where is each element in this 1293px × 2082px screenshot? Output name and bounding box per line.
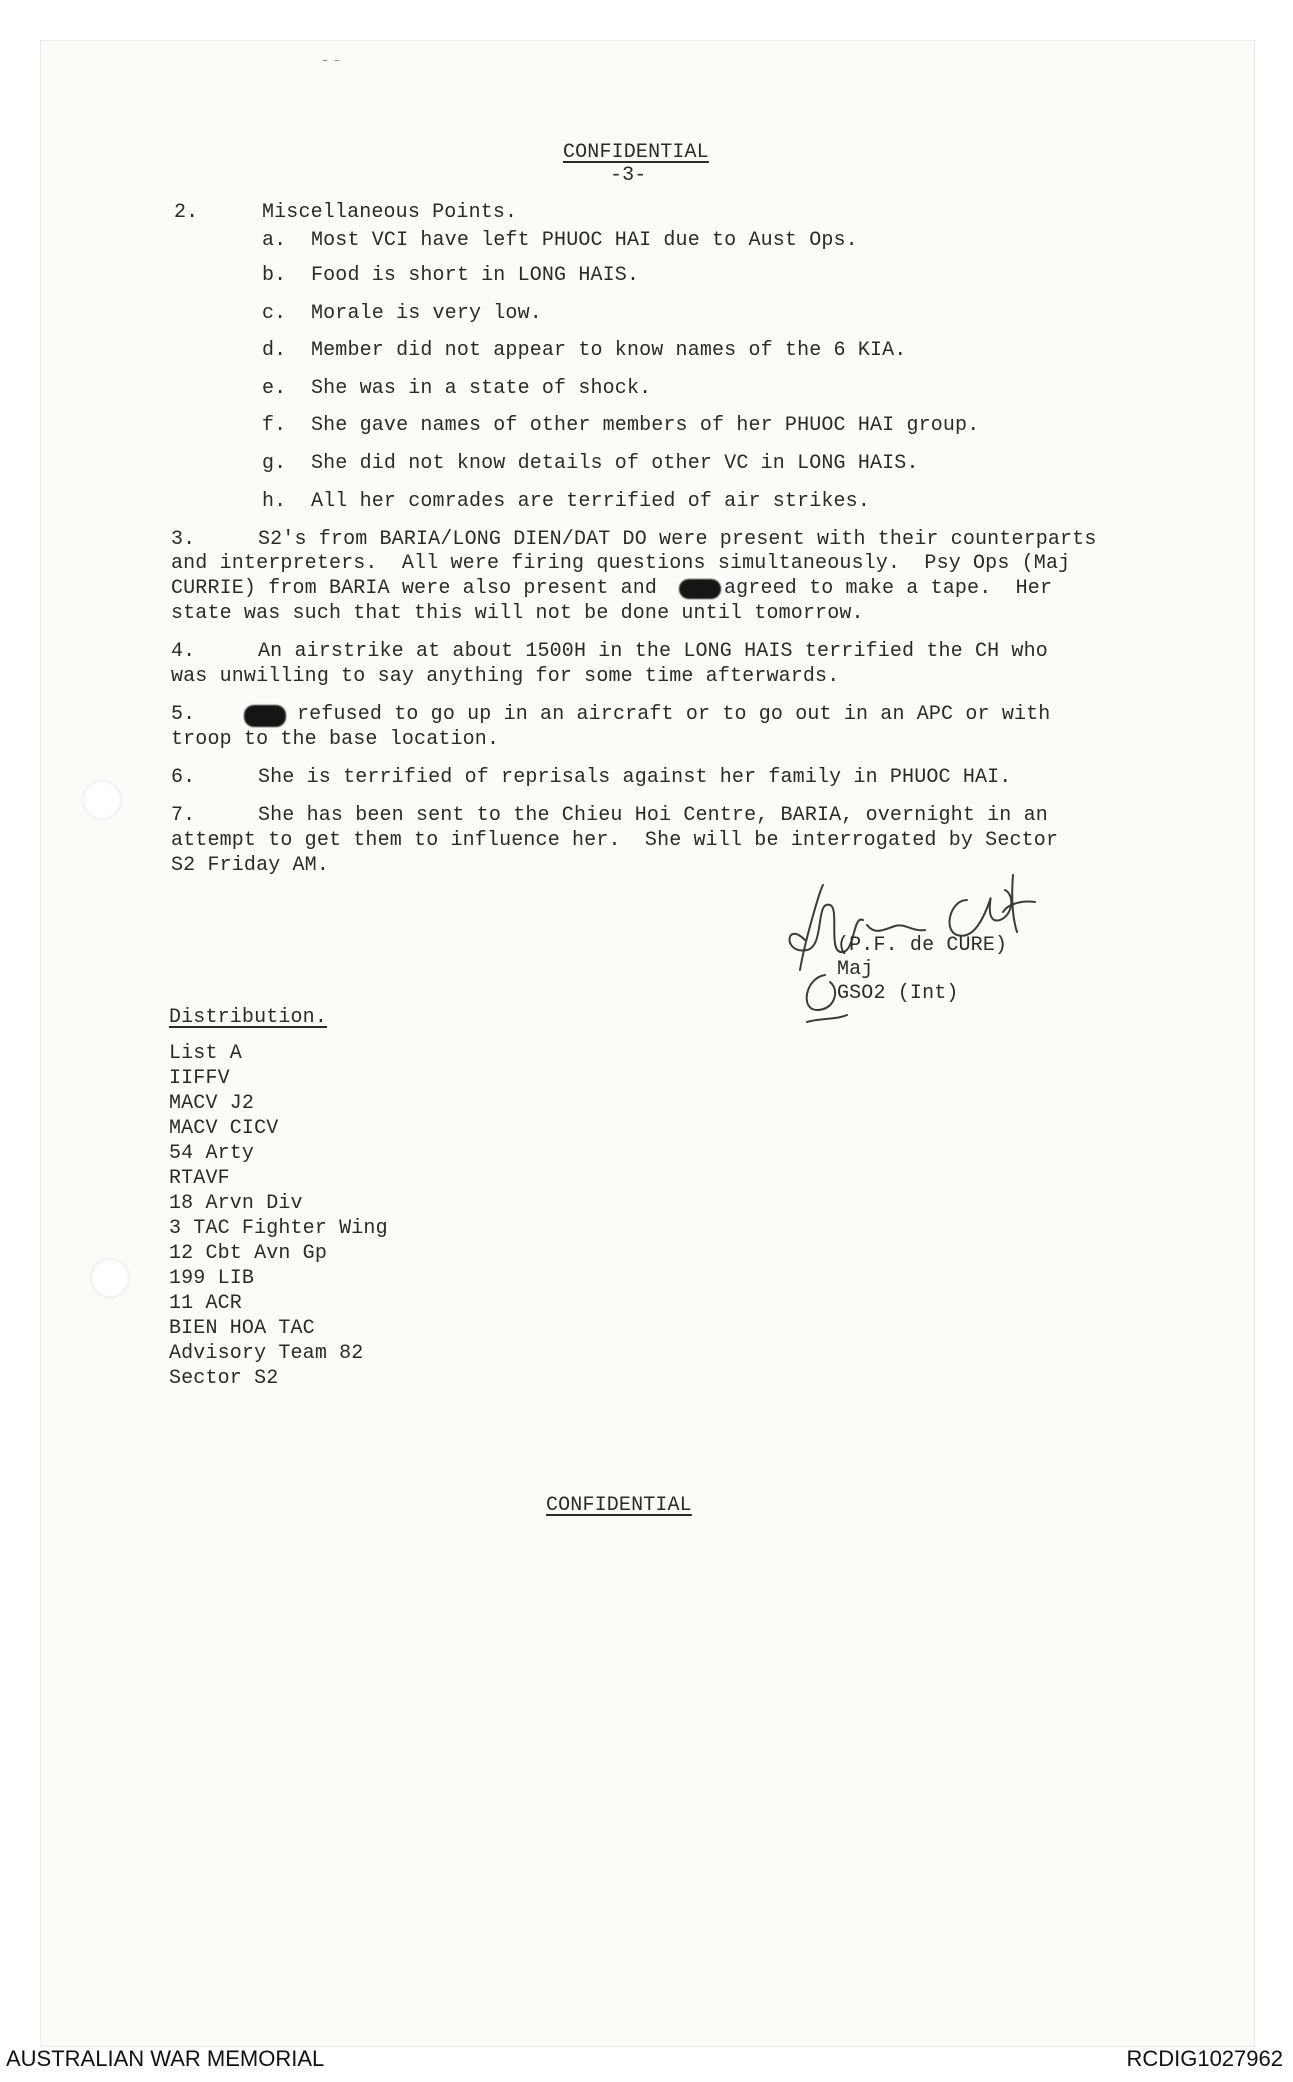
archive-reference-id: RCDIG1027962 bbox=[1126, 2046, 1283, 2071]
point-text: She was in a state of shock. bbox=[311, 377, 652, 400]
list-item: Advisory Team 82 bbox=[169, 1342, 364, 1365]
list-item: 18 Arvn Div bbox=[169, 1192, 303, 1215]
item-5-number: 5. bbox=[171, 703, 196, 726]
archive-source-label: AUSTRALIAN WAR MEMORIAL bbox=[6, 2046, 325, 2071]
point-text: She did not know details of other VC in LONG HAIS. bbox=[311, 452, 919, 475]
point-letter: a. bbox=[262, 229, 287, 252]
list-item: BIEN HOA TAC bbox=[169, 1317, 315, 1340]
redaction-mark bbox=[244, 705, 286, 727]
redaction-mark bbox=[679, 579, 721, 599]
page-number: -3- bbox=[610, 164, 647, 187]
list-item: RTAVF bbox=[169, 1167, 230, 1190]
item-3-line: and interpreters. All were firing questions simultaneously. Psy Ops (Maj bbox=[171, 552, 1071, 575]
point-text: Most VCI have left PHUOC HAI due to Aust Ops. bbox=[311, 229, 858, 252]
point-text: Morale is very low. bbox=[311, 302, 542, 325]
item-3-line: S2's from BARIA/LONG DIEN/DAT DO were present with their counterparts bbox=[258, 528, 1097, 551]
item-6-number: 6. bbox=[171, 766, 196, 789]
item-7-line: S2 Friday AM. bbox=[171, 854, 329, 877]
item-3-line: CURRIE) from BARIA were also present and bbox=[171, 577, 658, 600]
point-letter: h. bbox=[262, 490, 287, 513]
point-text: Food is short in LONG HAIS. bbox=[311, 264, 640, 287]
item-6-line: She is terrified of reprisals against her family in PHUOC HAI. bbox=[258, 766, 1012, 789]
item-2-title: Miscellaneous Points. bbox=[262, 201, 518, 224]
classification-header: CONFIDENTIAL bbox=[563, 141, 709, 164]
point-text: She gave names of other members of her PHUOC HAI group. bbox=[311, 414, 980, 437]
list-item: MACV J2 bbox=[169, 1092, 255, 1115]
signatory-appointment: GSO2 (Int) bbox=[837, 982, 959, 1005]
point-text: Member did not appear to know names of the 6 KIA. bbox=[311, 339, 907, 362]
list-item: 11 ACR bbox=[169, 1292, 242, 1315]
item-4-line: was unwilling to say anything for some time afterwards. bbox=[171, 665, 840, 688]
list-item: IIFFV bbox=[169, 1067, 230, 1090]
point-letter: g. bbox=[262, 452, 287, 475]
list-item: MACV CICV bbox=[169, 1117, 279, 1140]
point-letter: d. bbox=[262, 339, 287, 362]
item-4-line: An airstrike at about 1500H in the LONG HAIS terrified the CH who bbox=[258, 640, 1048, 663]
point-letter: b. bbox=[262, 264, 287, 287]
item-7-line: She has been sent to the Chieu Hoi Centre, BARIA, overnight in an bbox=[258, 804, 1048, 827]
signatory-name: (P.F. de CURE) bbox=[837, 934, 1008, 957]
item-3-line: state was such that this will not be done until tomorrow. bbox=[171, 602, 864, 625]
punch-hole bbox=[82, 780, 122, 820]
signatory-rank: Maj bbox=[837, 958, 874, 981]
scan-mark: ‒ ‒ bbox=[322, 56, 341, 67]
item-5-line: troop to the base location. bbox=[171, 728, 500, 751]
list-item: Sector S2 bbox=[169, 1367, 279, 1390]
item-3-number: 3. bbox=[171, 528, 196, 551]
list-item: 54 Arty bbox=[169, 1142, 255, 1165]
list-item: 3 TAC Fighter Wing bbox=[169, 1217, 388, 1240]
list-item: 199 LIB bbox=[169, 1267, 255, 1290]
item-3-line: agreed to make a tape. Her bbox=[724, 577, 1053, 600]
distribution-title: Distribution. bbox=[169, 1006, 327, 1029]
item-5-line: refused to go up in an aircraft or to go out in an APC or with bbox=[297, 703, 1051, 726]
item-7-line: attempt to get them to influence her. She will be interrogated by Sector bbox=[171, 829, 1059, 852]
point-letter: e. bbox=[262, 377, 287, 400]
list-item: List A bbox=[169, 1042, 242, 1065]
point-letter: f. bbox=[262, 414, 287, 437]
item-4-number: 4. bbox=[171, 640, 196, 663]
point-text: All her comrades are terrified of air strikes. bbox=[311, 490, 870, 513]
list-item: 12 Cbt Avn Gp bbox=[169, 1242, 327, 1265]
point-letter: c. bbox=[262, 302, 287, 325]
punch-hole bbox=[90, 1258, 130, 1298]
item-2-number: 2. bbox=[174, 201, 199, 224]
item-7-number: 7. bbox=[171, 804, 196, 827]
classification-footer: CONFIDENTIAL bbox=[546, 1494, 692, 1517]
